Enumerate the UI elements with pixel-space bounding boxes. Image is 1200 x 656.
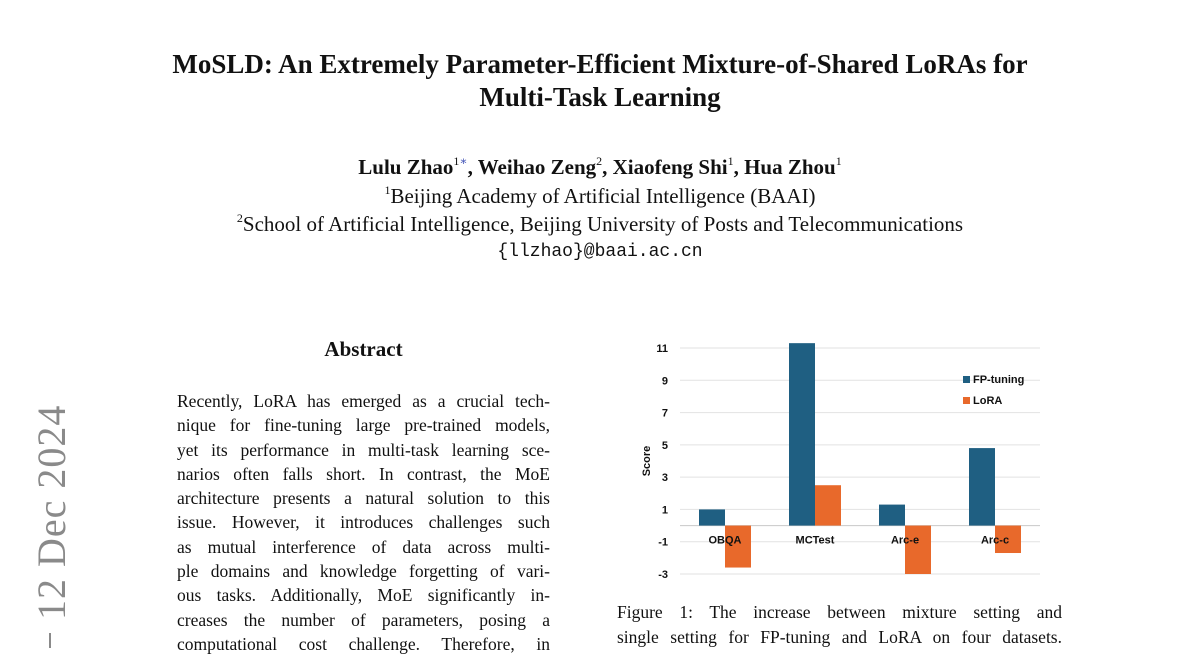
bar-fp-tuning-arc-c [969,448,995,525]
author-email[interactable]: {llzhao}@baai.ac.cn [497,242,703,262]
y-tick-label: 5 [661,439,668,452]
figure-1 [630,335,1050,585]
caption-line: single setting for FP-tuning and LoRA on four datasets. [617,626,1062,647]
x-tick-label: MCTest [795,534,835,547]
arxiv-date: 12 Dec 2024 [29,405,74,620]
abstract-line: issue. However, it introduces challenges such [177,512,550,533]
legend-swatch [963,376,970,383]
bar-lora-mctest [815,485,841,525]
abstract-line: computational cost challenge. Therefore, in [177,633,550,654]
abstract-line: yet its performance in multi-task learning sce- [177,439,550,460]
abstract-line: nique for fine-tuning large pre-trained models, [177,415,550,436]
y-tick-label: 1 [661,504,668,517]
title-line-2: Multi-Task Learning [479,82,721,112]
author-name: Lulu Zhao [358,155,454,179]
abstract-line: creases the number of parameters, posing a [177,609,550,630]
bar-fp-tuning-arc-e [879,505,905,526]
author-name: Hua Zhou [744,155,836,179]
y-tick-label: 11 [656,343,668,355]
caption-line: Figure 1: The increase between mixture setting and [617,602,1062,622]
x-tick-label: OBQA [708,534,742,547]
bar-fp-tuning-mctest [789,343,815,525]
y-axis-label: Score [641,445,653,477]
author-list: Lulu Zhao$^{1∗}$, Weihao Zeng$^2$, Xiaofeng Shi$^1$, Hua Zhou$^1$ [358,154,842,179]
stamp-divider [49,633,51,648]
y-tick-label: -1 [658,536,668,549]
abstract-body [177,389,550,656]
author-name: Weihao Zeng [477,155,597,179]
author-affil-marker: 1 [835,154,842,168]
affiliation-text: School of Artificial Intelligence, Beijing University of Posts and Telecommunications [242,212,964,236]
abstract-line: Recently, LoRA has emerged as a crucial tech- [177,391,550,411]
affiliation-marker: 1 [384,183,391,197]
legend-label: LoRA [973,395,1003,407]
abstract-line: ple domains and knowledge forgetting of vari- [177,561,550,582]
author-affil-marker: 1 [727,154,734,168]
y-tick-label: -3 [658,569,668,581]
title-line-1: MoSLD: An Extremely Parameter-Efficient Mixture-of-Shared LoRAs for [172,49,1028,79]
abstract-line: narios often falls short. In contrast, the MoE [177,463,550,484]
author-affil-marker: 1∗ [453,154,468,168]
x-tick-label: Arc-e [890,534,920,547]
legend-label: FP-tuning [973,374,1025,386]
abstract-heading: Abstract [324,337,403,361]
arxiv-side-stamp [20,405,80,648]
bar-chart [630,335,1050,585]
affiliation-text: Beijing Academy of Artificial Intelligence (BAAI) [390,184,816,208]
abstract-line: ous tasks. Additionally, MoE significantly in- [177,585,550,606]
abstract-line: as mutual interference of data across multi- [177,536,550,557]
author-affil-marker: 2 [596,154,603,168]
legend-swatch [963,397,970,404]
affiliation-marker: 2 [236,211,243,225]
affiliation-2 [100,210,1100,238]
abstract-line: architecture presents a natural solution to this [177,488,550,509]
x-tick-label: Arc-c [980,534,1010,547]
figure-caption [617,600,1062,649]
paper-title [100,48,1100,114]
bar-fp-tuning-obqa [699,509,725,525]
affiliation-1 [100,182,1100,210]
corresponding-author-marker: ∗ [459,154,468,168]
author-name: Xiaofeng Shi [612,155,728,179]
y-tick-label: 9 [661,375,668,388]
bar-lora-arc-e [905,526,931,574]
y-tick-label: 3 [661,472,668,485]
y-tick-label: 7 [661,407,668,420]
